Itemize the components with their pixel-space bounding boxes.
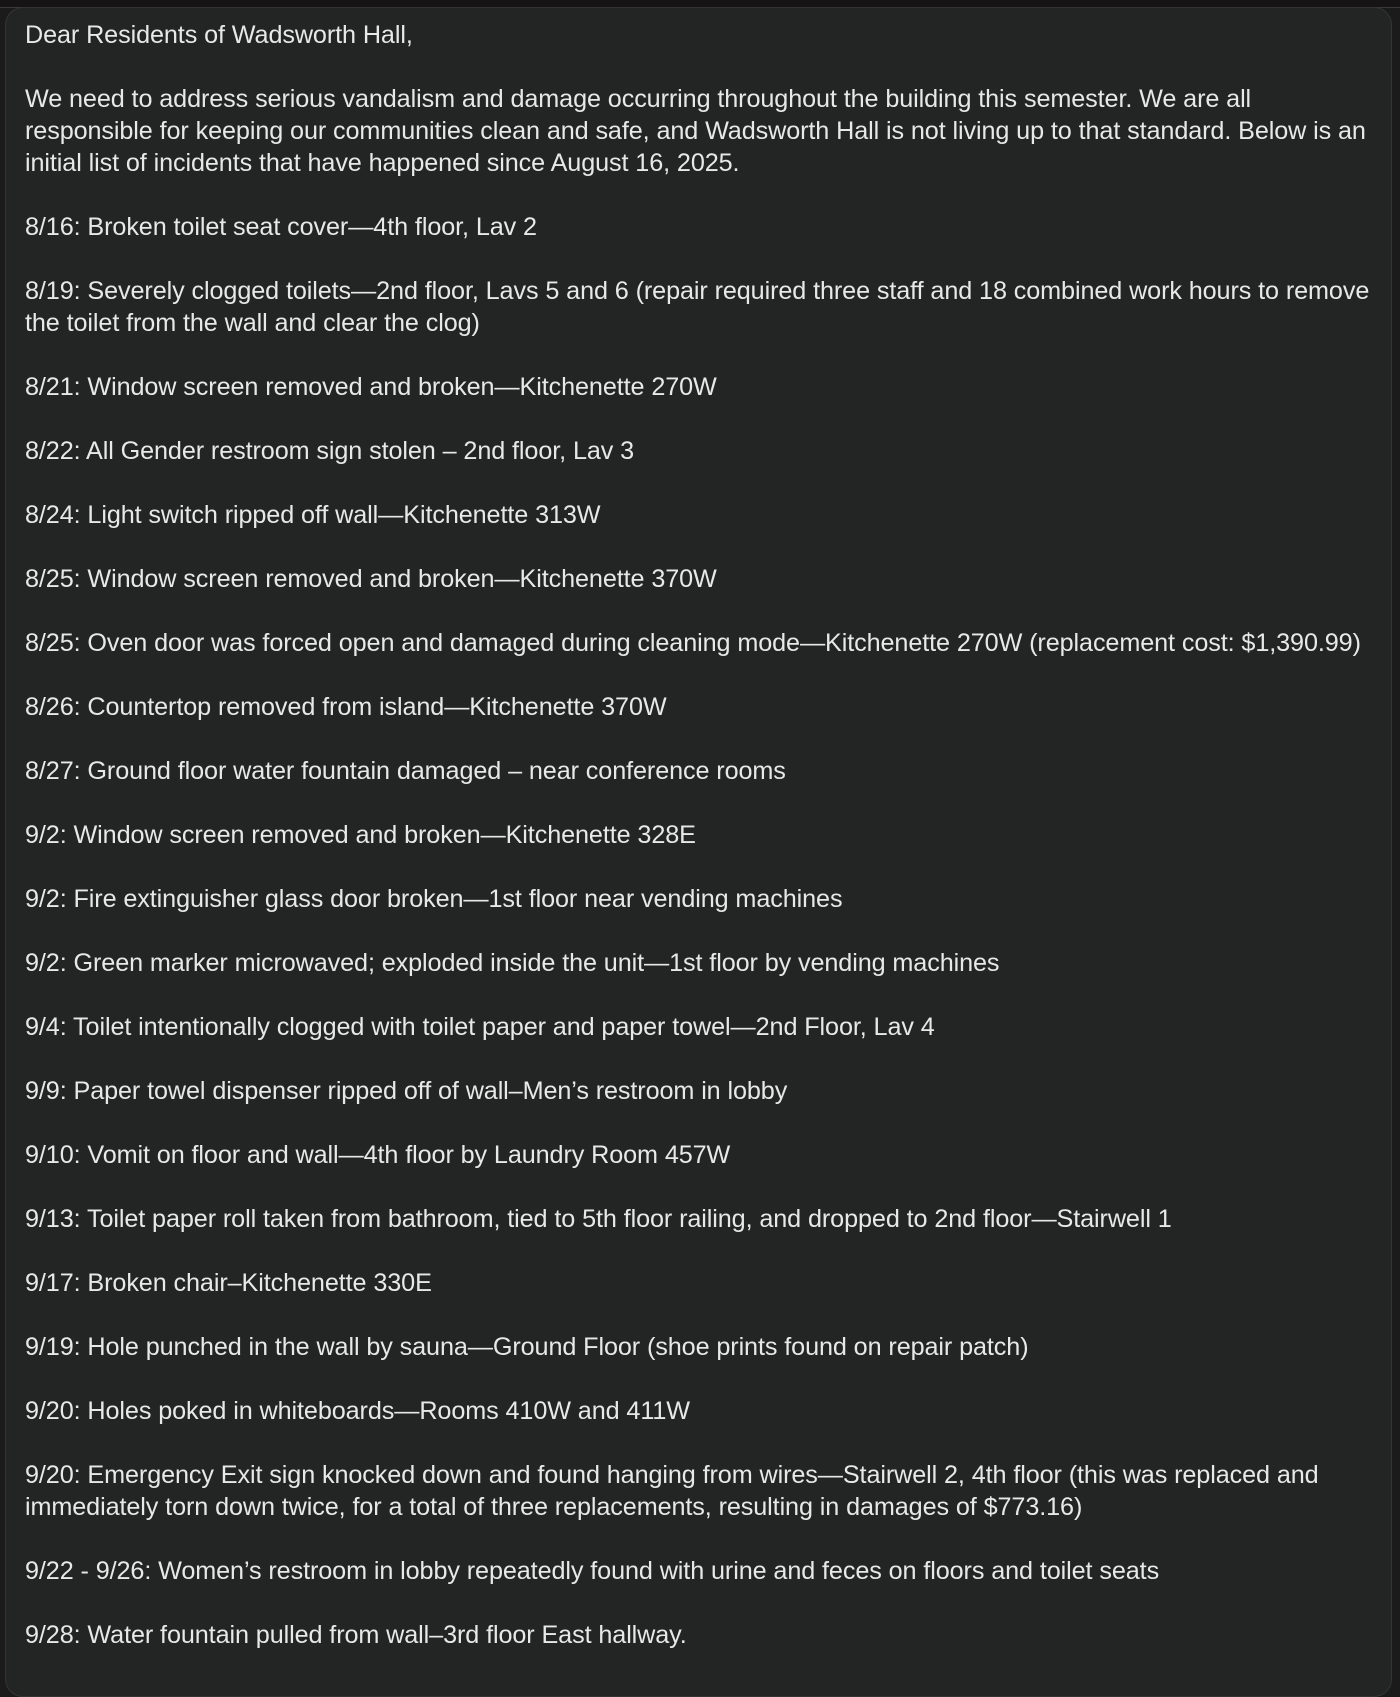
- letter-greeting: Dear Residents of Wadsworth Hall,: [25, 21, 413, 49]
- incident-item: 8/16: Broken toilet seat cover—4th floor, Lav 2: [25, 213, 537, 241]
- message-body: [5, 7, 1392, 1697]
- incident-item: 9/10: Vomit on floor and wall—4th floor by Laundry Room 457W: [25, 1141, 731, 1169]
- incident-item: 8/25: Window screen removed and broken—Kitchenette 370W: [25, 565, 717, 593]
- incident-item: 9/22 - 9/26: Women’s restroom in lobby repeatedly found with urine and feces on floors and toilet seats: [25, 1557, 1160, 1585]
- incident-item: 8/25: Oven door was forced open and damaged during cleaning mode—Kitchenette 270W (replacement cost: $1,390.99): [25, 629, 1361, 657]
- incident-item: 9/2: Fire extinguisher glass door broken—1st floor near vending machines: [25, 885, 843, 913]
- incident-item: 8/22: All Gender restroom sign stolen – 2nd floor, Lav 3: [25, 437, 635, 465]
- incident-item: 9/19: Hole punched in the wall by sauna—Ground Floor (shoe prints found on repair patch): [25, 1333, 1029, 1361]
- incident-item: 9/9: Paper towel dispenser ripped off of wall–Men’s restroom in lobby: [25, 1077, 788, 1105]
- incident-item: 9/4: Toilet intentionally clogged with toilet paper and paper towel—2nd Floor, Lav 4: [25, 1013, 935, 1041]
- incident-item: 8/27: Ground floor water fountain damaged – near conference rooms: [25, 757, 786, 785]
- incident-item: 8/26: Countertop removed from island—Kitchenette 370W: [25, 693, 667, 721]
- incident-item: 9/20: Holes poked in whiteboards—Rooms 410W and 411W: [25, 1397, 690, 1425]
- incident-item: 9/2: Window screen removed and broken—Kitchenette 328E: [25, 821, 696, 849]
- incident-item: 9/13: Toilet paper roll taken from bathroom, tied to 5th floor railing, and dropped to 2nd floor—Stairwell 1: [25, 1205, 1172, 1233]
- letter-intro: We need to address serious vandalism and damage occurring throughout the building this semester. We are all responsible for keeping our communities clean and safe, and Wadsworth Hall is not living up to that standard. Below is an initial list of incidents that have happened since August 16, 2025.: [25, 85, 1366, 177]
- incident-item: 9/17: Broken chair–Kitchenette 330E: [25, 1269, 432, 1297]
- incident-item: 9/28: Water fountain pulled from wall–3rd floor East hallway.: [25, 1621, 687, 1649]
- incident-item: 8/19: Severely clogged toilets—2nd floor, Lavs 5 and 6 (repair required three staff and 18 combined work hours to remove the toilet from the wall and clear the clog): [25, 277, 1370, 337]
- incident-item: 9/20: Emergency Exit sign knocked down and found hanging from wires—Stairwell 2, 4th floor (this was replaced and immediately torn down twice, for a total of three replacements, resulting in damages of $773.16): [25, 1461, 1319, 1521]
- incident-item: 8/21: Window screen removed and broken—Kitchenette 270W: [25, 373, 717, 401]
- incident-item: 9/2: Green marker microwaved; exploded inside the unit—1st floor by vending machines: [25, 949, 1000, 977]
- incident-item: 8/24: Light switch ripped off wall—Kitchenette 313W: [25, 501, 601, 529]
